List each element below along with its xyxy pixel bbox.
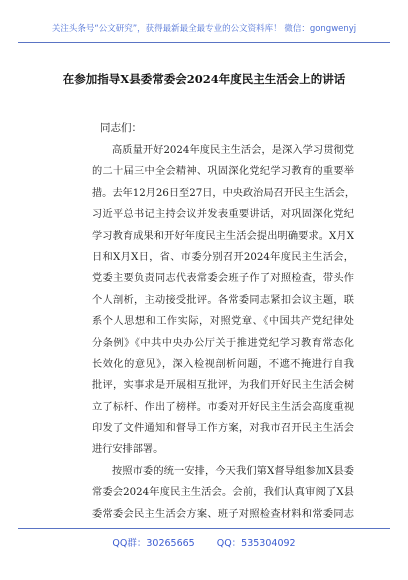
text-line: 进行安排部署。 — [92, 444, 164, 456]
header-divider — [18, 42, 390, 43]
text-line: 系个人思想和工作实际，对照党章、《中国共产党纪律处 — [92, 316, 354, 328]
text-line: 措。去年12月26日至27日，中央政治局召开民主生活会， — [92, 187, 356, 199]
footer-divider — [18, 528, 390, 529]
paragraph-2 — [92, 461, 354, 525]
text-line: 高质量开好2024年度民主生活会，是深入学习贯彻党 — [112, 145, 354, 156]
qq-number: QQ：535304092 — [216, 538, 296, 549]
document-title: 在参加指导X县委常委会2024年度民主生活会上的讲话 — [62, 72, 346, 86]
text-line: 立了标杆、作出了榜样。市委对开好民主生活会高度重视 — [92, 401, 354, 413]
text-line: 按照市委的统一安排，今天我们第X督导组参加X县委 — [112, 465, 354, 477]
text-line: 委常委会民主生活会方案、班子对照检查材料和常委同志 — [92, 508, 354, 520]
footer-contact — [0, 535, 408, 549]
document-body — [92, 140, 354, 525]
text-line: 个人剖析，主动接受批评。各常委同志紧扣会议主题，联 — [92, 294, 354, 306]
text-line: 印发了文件通知和督导工作方案，对我市召开民主生活会 — [92, 423, 354, 435]
text-line: 日和X月X日，省、市委分别召开2024年度民主生活会， — [92, 251, 354, 263]
header-banner: 关注头条号“公文研究”，获得最新最全最专业的公文资料库！ 微信：gongwenyj — [51, 24, 357, 34]
text-line: 常委会2024年度民主生活会。会前，我们认真审阅了X县 — [92, 487, 354, 499]
paragraph-1 — [92, 140, 354, 461]
qq-group-number: QQ群：30265665 — [112, 538, 195, 549]
text-line: 长效化的意见》，深入检视剖析问题，不遮不掩进行自我 — [92, 358, 354, 370]
text-line: 的二十届三中全会精神、巩固深化党纪学习教育的重要举 — [92, 166, 354, 178]
text-line: 分条例》《中共中央办公厅关于推进党纪学习教育常态化 — [92, 337, 354, 349]
text-line: 批评，实事求是开展相互批评，为我们开好民主生活会树 — [92, 380, 354, 392]
text-line: 学习教育成果和开好年度民主生活会提出明确要求。X月X — [92, 230, 354, 242]
text-line: 党委主要负责同志代表常委会班子作了对照检查，带头作 — [92, 273, 354, 285]
text-line: 习近平总书记主持会议并发表重要讲话，对巩固深化党纪 — [92, 209, 354, 221]
salutation: 同志们： — [100, 122, 142, 134]
